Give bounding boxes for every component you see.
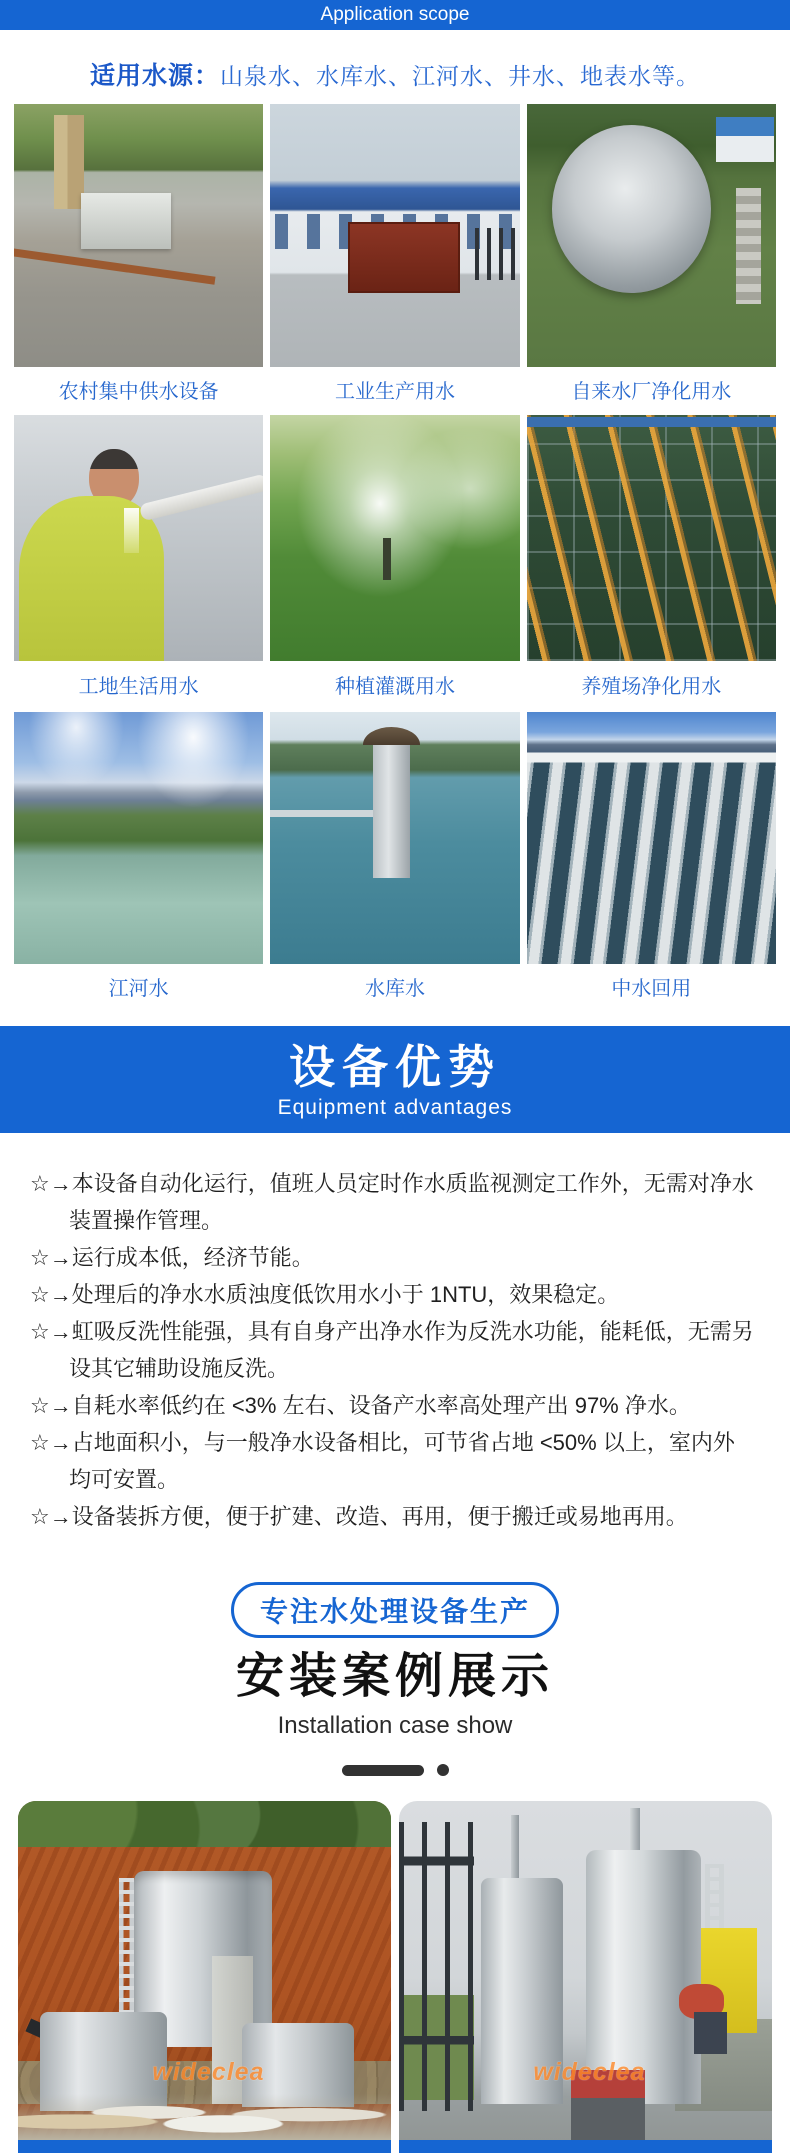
photo-caption: 农村集中供水设备 xyxy=(58,381,219,403)
advantage-item: ☆→自耗水率低约在 <3% 左右、设备产水率高处理产出 97% 净水。 xyxy=(30,1393,691,1418)
advantages-list xyxy=(30,1165,754,1543)
advantage-item: ☆→本设备自动化运行，值班人员定时作水质监视测定工作外，无需对净水装置操作管理。 xyxy=(30,1171,754,1233)
installation-cases-section xyxy=(0,1543,790,2153)
gallery-item xyxy=(270,712,519,1012)
concrete-pillars-shape xyxy=(54,115,84,210)
blue-rail-shape xyxy=(527,417,776,427)
hi-vis-vest-shape xyxy=(19,496,164,661)
photo-reservoir-water xyxy=(270,712,519,964)
metal-fence-shape xyxy=(399,1822,474,2111)
installation-cases-title: 安装案例展示 xyxy=(235,1650,554,1703)
gallery-row xyxy=(14,104,776,415)
application-gallery xyxy=(0,104,790,1012)
photo-planting-irrigation-water xyxy=(270,415,519,661)
photo-caption: 养殖场净化用水 xyxy=(581,676,722,698)
watermark-logo: wideclea xyxy=(533,2058,646,2086)
application-scope-header-bar xyxy=(0,0,790,30)
gallery-row xyxy=(14,415,776,712)
intake-bridge-shape xyxy=(270,810,380,816)
photo-installation-case-2 xyxy=(399,1801,772,2153)
banner-title: 设备优势 xyxy=(289,1041,501,1093)
photo-construction-site-domestic-water xyxy=(14,415,263,661)
advantage-item: ☆→设备装拆方便，便于扩建、改造、再用，便于搬迁或易地再用。 xyxy=(30,1504,688,1529)
photo-caption: 自来水厂净化用水 xyxy=(571,381,732,403)
water-stream-shape xyxy=(124,508,139,552)
focus-badge xyxy=(231,1582,559,1638)
photo-bottom-strip xyxy=(399,2140,772,2153)
gallery-item xyxy=(527,104,776,415)
photo-caption: 江河水 xyxy=(108,978,169,1000)
photo-caption: 水库水 xyxy=(364,978,425,1000)
applicable-water-sources-line xyxy=(0,56,790,92)
equipment-advantages-banner xyxy=(0,1026,790,1133)
round-steel-tank-shape xyxy=(552,125,712,293)
rusty-pipe-shape xyxy=(14,247,215,284)
gallery-item xyxy=(14,712,263,1012)
photo-caption: 中水回用 xyxy=(611,978,692,1000)
factory-fence-shape xyxy=(475,228,520,281)
blue-roof-building-shape xyxy=(716,117,773,162)
water-hose-shape xyxy=(139,473,264,521)
advantage-item: ☆→处理后的净水水质浊度低饮用水小于 1NTU，效果稳定。 xyxy=(30,1282,620,1307)
photo-river-water xyxy=(14,712,263,964)
photo-caption: 工地生活用水 xyxy=(78,676,199,698)
photo-caption: 种植灌溉用水 xyxy=(334,676,455,698)
banner-subtitle: Equipment advantages xyxy=(277,1096,513,1119)
section-divider xyxy=(0,1764,790,1776)
tower-roof-shape xyxy=(363,727,420,745)
construction-debris-shape xyxy=(18,2094,391,2140)
photo-farm-purification-water xyxy=(527,415,776,661)
divider-bar xyxy=(342,1765,424,1776)
factory-sign-shape xyxy=(348,222,460,293)
advantage-item: ☆→运行成本低，经济节能。 xyxy=(30,1245,314,1270)
gallery-item xyxy=(527,712,776,1012)
divider-dot xyxy=(437,1764,449,1776)
photo-caption: 工业生产用水 xyxy=(334,381,455,403)
stone-steps-shape xyxy=(736,188,761,304)
foliage-shape xyxy=(18,1801,391,1847)
focus-badge-label: 专注水处理设备生产 xyxy=(259,1596,530,1627)
installation-case-photos xyxy=(0,1801,790,2153)
photo-rural-centralized-water-supply xyxy=(14,104,263,367)
gallery-item xyxy=(270,104,519,415)
intake-tower-shape xyxy=(373,742,410,878)
installation-cases-subtitle: Installation case show xyxy=(277,1712,513,1739)
equipment-house-shape xyxy=(81,193,171,248)
intro-sources-text: 山泉水、水库水、江河水、井水、地表水等。 xyxy=(220,63,700,89)
intro-label: 适用水源： xyxy=(89,62,220,90)
advantage-item: ☆→占地面积小，与一般净水设备相比，可节省占地 <50% 以上，室内外均可安置。 xyxy=(30,1430,735,1492)
sprinkler-shape xyxy=(383,538,392,580)
photo-installation-case-1 xyxy=(18,1801,391,2153)
application-scope-title: Application scope xyxy=(320,4,470,25)
gallery-row xyxy=(14,712,776,1012)
advantage-item: ☆→虹吸反洗性能强，具有自身产出净水作为反洗水功能，能耗低，无需另设其它辅助设施反洗。 xyxy=(30,1319,754,1381)
watermark-logo: wideclea xyxy=(152,2058,265,2086)
worker-legs-shape xyxy=(694,2012,728,2054)
gallery-item xyxy=(270,415,519,712)
gallery-item xyxy=(527,415,776,712)
photo-reclaimed-water-reuse xyxy=(527,712,776,964)
photo-industrial-production-water xyxy=(270,104,519,367)
gallery-item xyxy=(14,415,263,712)
photo-tap-water-plant-purification xyxy=(527,104,776,367)
photo-bottom-strip xyxy=(18,2140,391,2153)
gallery-item xyxy=(14,104,263,415)
